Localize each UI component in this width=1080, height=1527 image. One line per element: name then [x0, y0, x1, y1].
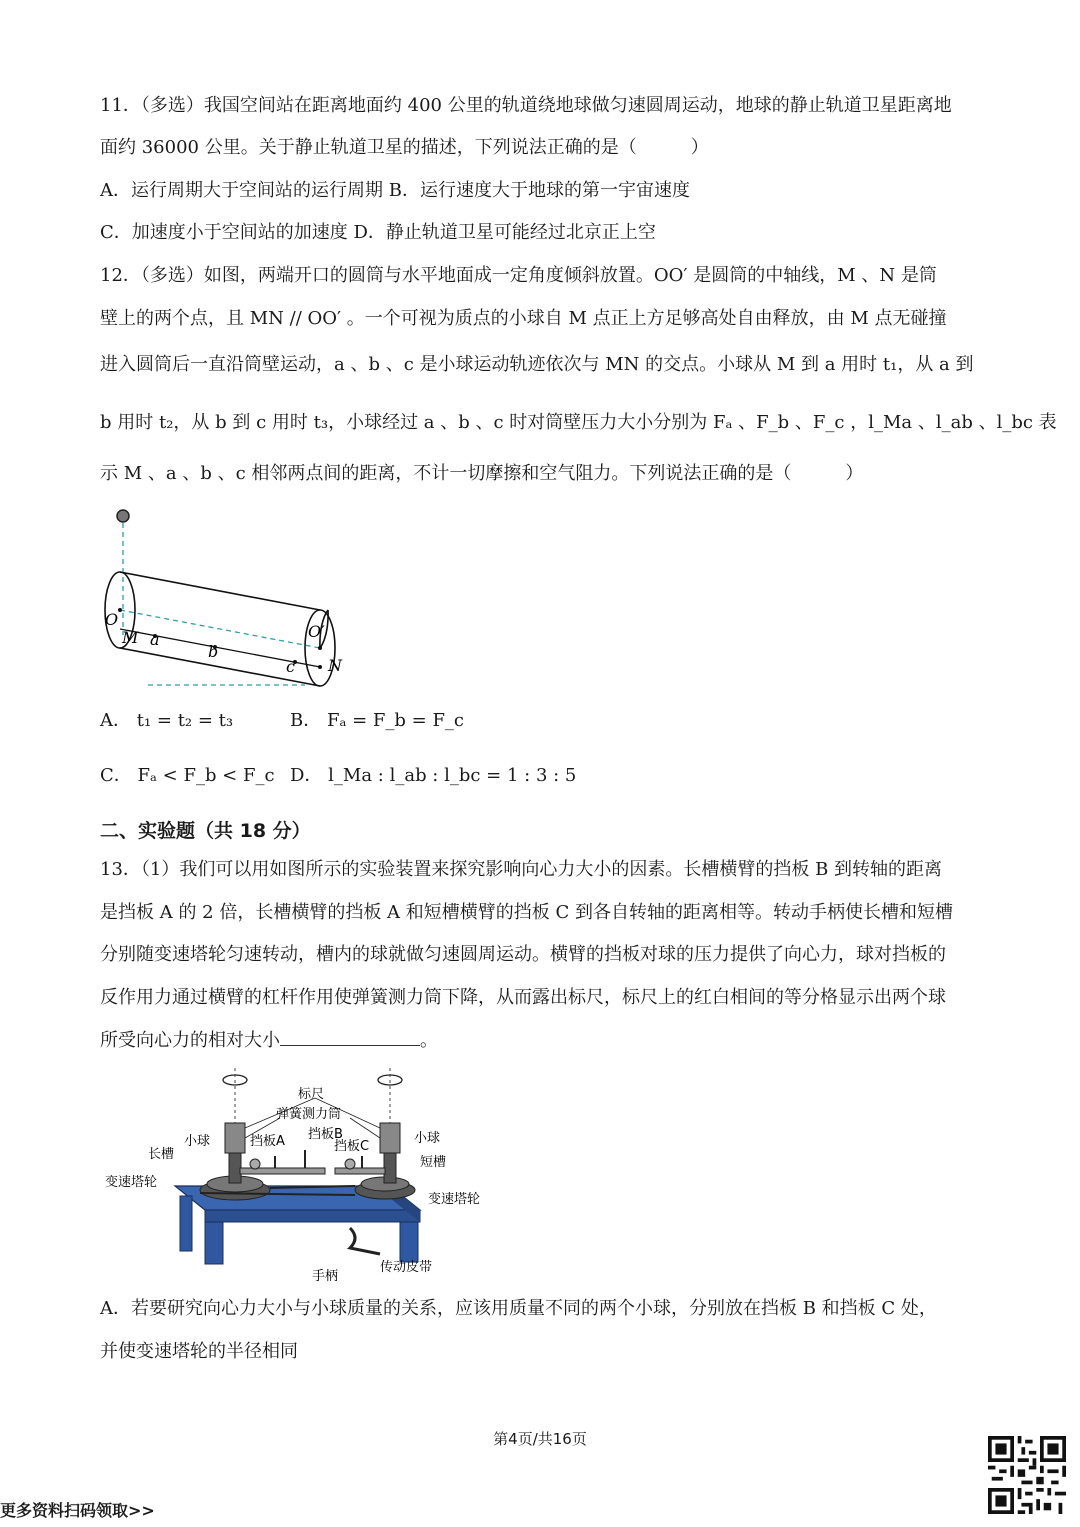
q13-stem-line5-text: 所受向心力的相对大小 [100, 1030, 280, 1051]
label-c: c [286, 657, 295, 676]
label-xiaoqiu-left: 小球 [184, 1134, 211, 1149]
crank-handle [350, 1228, 380, 1254]
label-biaochi: 标尺 [298, 1087, 325, 1102]
label-O-prime: O′ [308, 622, 325, 641]
q13-stem-line4: 反作用力通过横臂的杠杆作用使弹簧测力筒下降，从而露出标尺，标尺上的红白相间的等分格显示出两个球 [100, 987, 946, 1008]
q13-option-a-line2: 并使变速塔轮的半径相同 [100, 1341, 298, 1362]
label-M: M [122, 628, 139, 647]
table-leg [205, 1222, 223, 1264]
q11-option-cd: C．加速度小于空间站的加速度 D．静止轨道卫星可能经过北京正上空 [100, 222, 656, 243]
label-dangban-b: 挡板B [308, 1127, 343, 1142]
q12-option-c: C． Fₐ < F_b < F_c [100, 765, 275, 786]
q13-stem-line3: 分别随变速塔轮匀速转动，槽内的球就做匀速圆周运动。横臂的挡板对球的压力提供了向心力，球对挡板的 [100, 944, 946, 965]
q12-option-d: D． l_Ma : l_ab : l_bc = 1 : 3 : 5 [290, 765, 577, 786]
label-tanhuang: 弹簧测力筒 [276, 1107, 342, 1122]
label-xiaoqiu-right: 小球 [414, 1131, 441, 1146]
answer-blank[interactable] [280, 1029, 420, 1046]
label-dangban-c: 挡板C [334, 1139, 370, 1154]
q13-option-a-line1: A．若要研究向心力大小与小球质量的关系，应该用质量不同的两个小球，分别放在挡板 B 和挡板 C 处， [100, 1298, 937, 1319]
section-title: 二、实验题（共 18 分） [100, 820, 311, 842]
ball [117, 510, 129, 522]
apparatus-figure [100, 1068, 500, 1283]
label-N: N [328, 656, 342, 675]
label-talun-left: 变速塔轮 [105, 1175, 158, 1190]
label-b: b [208, 642, 219, 661]
page-number: 第4页/共16页 [493, 1430, 587, 1448]
q13-stem-line5 [100, 1029, 990, 1053]
label-dangban-a: 挡板A [250, 1134, 285, 1149]
q13-stem-line2: 是挡板 A 的 2 倍，长槽横臂的挡板 A 和短槽横臂的挡板 C 到各自转轴的距离相等。转动手柄使长槽和短槽 [100, 902, 953, 923]
q12-stem-line2: 壁上的两个点，且 MN // OO′ 。一个可视为质点的小球自 M 点正上方足够高处自由释放，由 M 点无碰撞 [100, 308, 947, 329]
q12-stem-line5: 示 M 、a 、b 、c 相邻两点间的距离，不计一切摩擦和空气阻力。下列说法正确的是（ ） [100, 463, 864, 484]
q12-stem-line4: b 用时 t₂，从 b 到 c 用时 t₃，小球经过 a 、b 、c 时对筒壁压力大小分别为 Fₐ 、F_b 、F_c ，l_Ma 、l_ab 、l_bc 表 [100, 412, 1057, 433]
label-O: O [105, 610, 119, 629]
q13-stem-line1: 13．（1）我们可以用如图所示的实验装置来探究影响向心力大小的因素。长槽横臂的挡板 B 到转轴的距离 [100, 859, 943, 880]
label-talun-right: 变速塔轮 [428, 1192, 481, 1207]
label-duancao: 短槽 [420, 1155, 447, 1170]
q11-stem-line2: 面约 36000 公里。关于静止轨道卫星的描述，下列说法正确的是（ ） [100, 137, 709, 158]
q11-stem-line1: 11．（多选）我国空间站在距离地面约 400 公里的轨道绕地球做匀速圆周运动，地球的静止轨道卫星距离地 [100, 95, 952, 116]
label-a: a [150, 630, 160, 649]
q11-option-ab: A．运行周期大于空间站的运行周期 B．运行速度大于地球的第一宇宙速度 [100, 180, 690, 201]
label-changcao: 长槽 [148, 1147, 175, 1162]
q12-stem-line1: 12．（多选）如图，两端开口的圆筒与水平地面成一定角度倾斜放置。OO′ 是圆筒的中轴线，M 、N 是筒 [100, 265, 937, 286]
label-pidai: 传动皮带 [380, 1260, 433, 1275]
q13-stem-line5-end: 。 [420, 1030, 438, 1051]
qr-code-icon[interactable] [988, 1436, 1066, 1514]
cylinder-figure [100, 505, 350, 690]
table-leg [400, 1222, 418, 1262]
q12-option-a: A． t₁ = t₂ = t₃ [100, 710, 234, 731]
label-shoubing: 手柄 [312, 1269, 339, 1283]
more-resources-link[interactable]: 更多资料扫码领取>> [0, 1501, 155, 1520]
q12-stem-line3: 进入圆筒后一直沿筒壁运动，a 、b 、c 是小球运动轨迹依次与 MN 的交点。小球从 M 到 a 用时 t₁，从 a 到 [100, 354, 974, 375]
q12-option-b: B． Fₐ = F_b = F_c [290, 710, 465, 731]
